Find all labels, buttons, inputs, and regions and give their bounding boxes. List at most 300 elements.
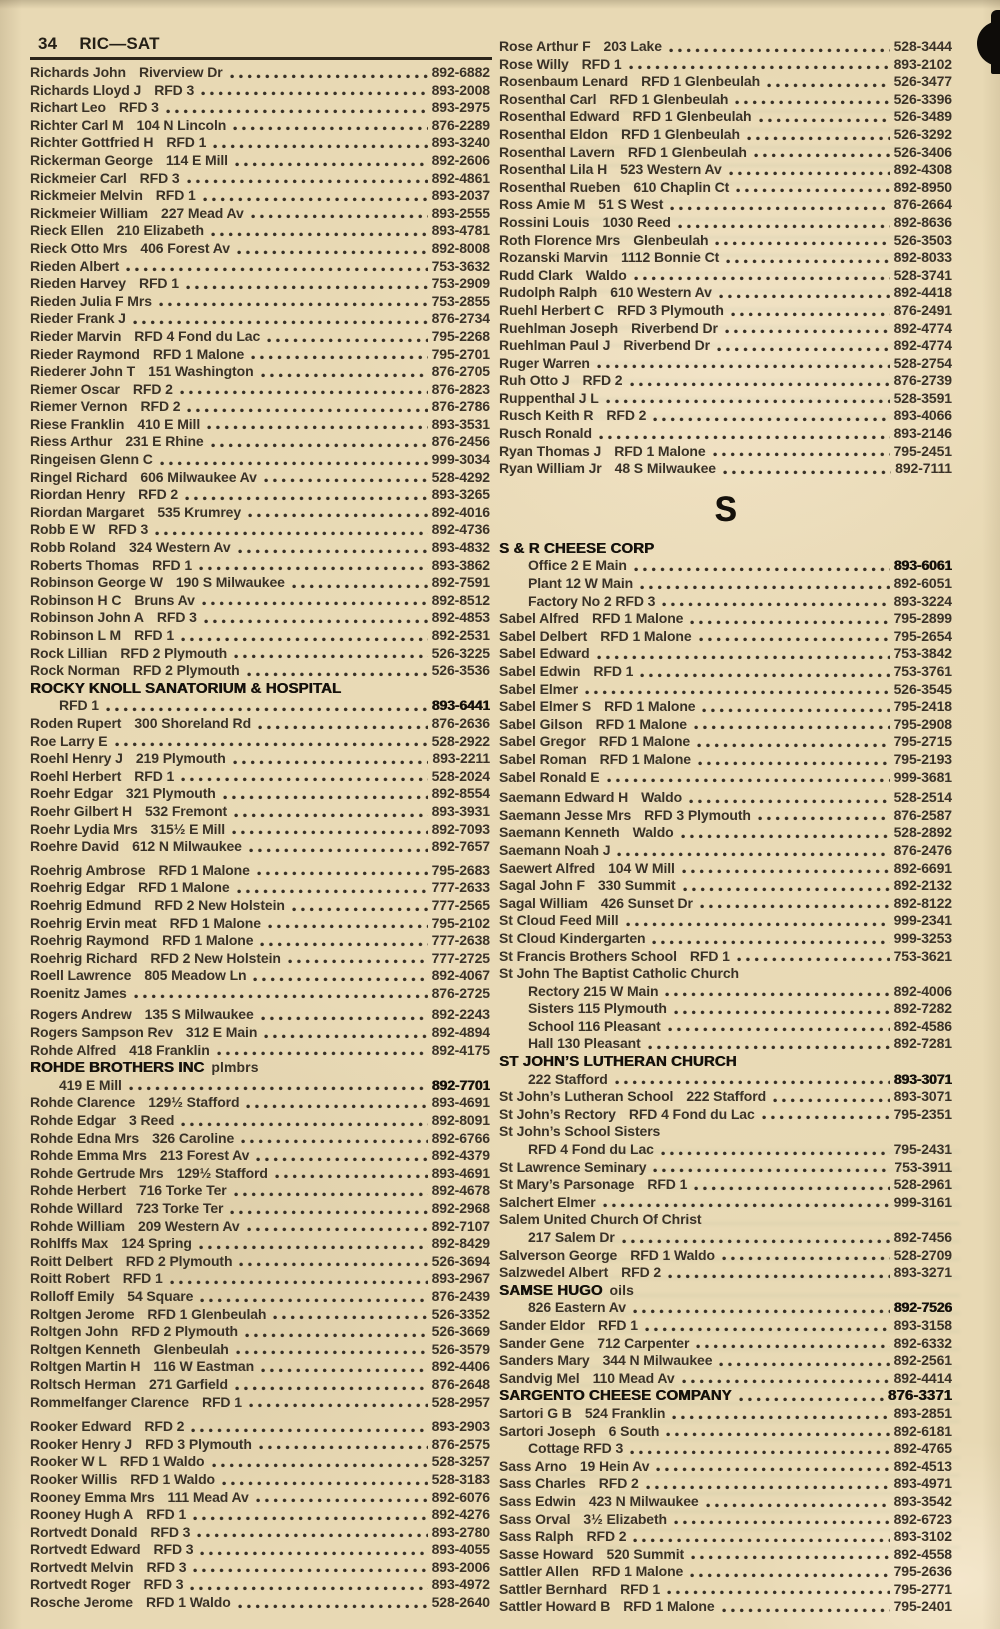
street-address: RFD 2 Plymouth xyxy=(125,1252,233,1269)
phone-number: 893-2102 xyxy=(893,55,952,72)
subscriber-name: Saewert Alfred xyxy=(499,859,596,876)
subscriber-name: Rohde Alfred xyxy=(30,1041,117,1058)
phone-number: 892-8008 xyxy=(431,239,490,256)
directory-entry xyxy=(30,592,490,610)
directory-entry xyxy=(30,1376,490,1394)
dot-leader xyxy=(200,1551,427,1556)
dot-leader xyxy=(667,1590,890,1595)
dot-leader xyxy=(646,1485,890,1490)
subscriber-name: Richards John xyxy=(30,64,126,80)
street-address: 3½ Elizabeth xyxy=(583,1510,667,1527)
subscriber-name: Roitt Robert xyxy=(30,1270,110,1287)
street-address: RFD 1 xyxy=(593,663,634,679)
phone-number: 528-2961 xyxy=(893,1176,952,1193)
dot-leader xyxy=(723,470,891,475)
dot-leader xyxy=(690,620,889,625)
directory-entry xyxy=(499,1000,952,1018)
directory-entry xyxy=(499,593,952,611)
directory-entry xyxy=(499,56,952,74)
dot-leader xyxy=(234,1192,428,1197)
phone-number: 876-2786 xyxy=(431,398,490,415)
dot-leader xyxy=(617,852,889,857)
phone-number: 753-3761 xyxy=(893,663,952,679)
subscriber-name: Roltgen Kenneth xyxy=(30,1340,141,1357)
phone-number: 876-2705 xyxy=(431,363,490,380)
subscriber-name: Roehrig Raymond xyxy=(30,932,150,949)
directory-entry xyxy=(499,267,952,285)
phone-number: 893-3102 xyxy=(893,1528,952,1545)
subscriber-name: Saemann Noah J xyxy=(499,841,611,858)
dot-leader xyxy=(126,267,427,272)
phone-number: 876-2725 xyxy=(431,984,490,1001)
directory-entry xyxy=(499,733,952,751)
dot-leader xyxy=(203,197,428,202)
dot-leader xyxy=(256,1157,427,1162)
street-address: RFD 3 xyxy=(150,1523,191,1540)
street-address: 213 Forest Av xyxy=(159,1147,250,1164)
directory-entry xyxy=(499,1511,952,1529)
dot-leader xyxy=(261,1368,428,1373)
subscriber-name: Rickmeier William xyxy=(30,204,149,221)
dot-leader xyxy=(773,1098,890,1103)
subscriber-name: Robinson George W xyxy=(30,574,163,591)
phone-number: 893-4066 xyxy=(893,407,952,424)
phone-number: 753-3632 xyxy=(431,257,490,274)
phone-number: 892-7701 xyxy=(431,1076,490,1093)
street-address: 344 N Milwaukee xyxy=(602,1352,713,1369)
dot-leader xyxy=(261,1016,428,1021)
directory-entry xyxy=(30,521,490,539)
directory-entry xyxy=(30,486,490,504)
phone-number: 893-2903 xyxy=(431,1418,490,1435)
phone-number: 893-3271 xyxy=(893,1264,952,1281)
subscriber-name: Salchert Elmer xyxy=(499,1193,596,1210)
subscriber-name: Sandvig Mel xyxy=(499,1369,580,1386)
street-address: Plant 12 W Main xyxy=(528,575,634,592)
phone-number: 892-6332 xyxy=(893,1334,952,1351)
subscriber-name: Rosenthal Carl xyxy=(499,90,597,107)
phone-number: 795-2451 xyxy=(893,442,952,459)
phone-number: 892-2243 xyxy=(431,1006,490,1023)
dot-leader xyxy=(259,1445,428,1450)
subscriber-name: Sander Eldor xyxy=(499,1316,585,1333)
directory-entry xyxy=(30,985,490,1003)
street-address: RFD 1 xyxy=(122,1270,163,1287)
phone-number: 892-7281 xyxy=(893,1035,952,1052)
dot-leader xyxy=(249,1403,428,1408)
dot-leader xyxy=(668,1274,890,1279)
subscriber-name: Sattler Allen xyxy=(499,1563,579,1580)
directory-entry xyxy=(499,575,952,593)
street-address: RFD 1 Malone xyxy=(591,1563,684,1580)
street-address: School 116 Pleasant xyxy=(528,1017,661,1034)
directory-entry xyxy=(499,126,952,144)
dot-leader xyxy=(626,922,890,927)
directory-entry xyxy=(30,82,490,100)
dot-leader xyxy=(700,904,890,909)
street-address: RFD 4 Fond du Lac xyxy=(528,1141,654,1158)
street-address: RFD 2 New Holstein xyxy=(150,949,281,966)
subscriber-name: Rolloff Emily xyxy=(30,1287,115,1304)
street-address: 520 Summit xyxy=(606,1545,685,1562)
street-address: RFD 2 xyxy=(621,1264,662,1281)
street-address: Riverbend Dr xyxy=(631,319,718,336)
dot-leader xyxy=(180,390,428,395)
phone-number: 528-3183 xyxy=(431,1470,490,1487)
street-address: Cottage RFD 3 xyxy=(528,1440,624,1457)
subscriber-name: Sass Ralph xyxy=(499,1528,574,1545)
street-address: Waldo xyxy=(585,266,627,283)
dot-leader xyxy=(211,443,428,448)
street-address: 129½ Stafford xyxy=(148,1094,240,1111)
subscriber-name: Riese Franklin xyxy=(30,415,125,432)
directory-entry xyxy=(499,1141,952,1159)
street-address: RFD 1 Glenbeulah xyxy=(609,90,729,107)
phone-number: 876-2648 xyxy=(431,1375,490,1392)
subscriber-name: Ruehlman Joseph xyxy=(499,319,619,336)
directory-entry xyxy=(499,38,952,56)
phone-number: 876-2664 xyxy=(893,196,952,213)
subscriber-name: Sabel Elmer S xyxy=(499,698,592,715)
directory-entry xyxy=(499,108,952,126)
phone-number: 876-2739 xyxy=(893,372,952,389)
phone-number: 526-3396 xyxy=(893,90,952,107)
street-address: 315½ E Mill xyxy=(150,820,226,837)
subscriber-name: Rortvedt Edward xyxy=(30,1541,141,1558)
phone-number: 876-2823 xyxy=(431,380,490,397)
directory-entry xyxy=(499,1211,952,1229)
directory-entry xyxy=(499,877,952,895)
subscriber-name: Sattler Howard B xyxy=(499,1598,611,1615)
phone-number: 526-3352 xyxy=(431,1305,490,1322)
directory-entry xyxy=(499,1247,952,1265)
subscriber-name: Rieder Raymond xyxy=(30,345,140,362)
subscriber-name: Rickmeier Carl xyxy=(30,169,127,186)
directory-entry xyxy=(499,372,952,390)
street-address: RFD 2 xyxy=(606,407,647,424)
street-address: 203 Lake xyxy=(603,38,662,54)
dot-leader xyxy=(603,1203,890,1208)
subscriber-name: Rommelfanger Clarence xyxy=(30,1393,189,1410)
subscriber-name: Rooney Emma Mrs xyxy=(30,1488,155,1505)
phone-number: 892-6181 xyxy=(893,1422,952,1439)
street-address: 116 W Eastman xyxy=(153,1358,255,1375)
street-address: RFD 2 Plymouth xyxy=(132,662,240,679)
phone-number: 892-8512 xyxy=(431,591,490,608)
subscriber-name: Roehl Henry J xyxy=(30,750,123,767)
phone-number: 892-4379 xyxy=(431,1147,490,1164)
directory-entry xyxy=(499,645,952,663)
directory-entry xyxy=(30,1270,490,1288)
directory-entry xyxy=(499,965,952,983)
directory-entry xyxy=(499,390,952,408)
directory-entry xyxy=(30,1235,490,1253)
street-address: 418 Franklin xyxy=(129,1041,210,1058)
street-address: 1030 Reed xyxy=(602,213,671,230)
dot-leader xyxy=(725,329,890,334)
directory-entry xyxy=(30,838,490,856)
subscriber-name: Rickerman George xyxy=(30,151,153,168)
dot-leader xyxy=(767,83,890,88)
phone-number: 893-3224 xyxy=(893,592,952,609)
subscriber-name: Riederer John T xyxy=(30,363,136,380)
street-address: 716 Torke Ter xyxy=(138,1182,227,1199)
subscriber-name: Rooney Hugh A xyxy=(30,1506,134,1523)
subscriber-name: Roltgen Jerome xyxy=(30,1305,135,1322)
street-address: RFD 3 xyxy=(146,1558,187,1575)
directory-entry xyxy=(30,1341,490,1359)
street-address: Rectory 215 W Main xyxy=(528,982,659,999)
directory-entry xyxy=(30,1218,490,1236)
directory-entry xyxy=(499,249,952,267)
street-address: RFD 1 Malone xyxy=(599,750,691,767)
phone-number: 526-3694 xyxy=(431,1252,490,1269)
subscriber-name: ST JOHN’S LUTHERAN CHURCH xyxy=(499,1053,737,1071)
phone-number: 892-4894 xyxy=(431,1024,490,1041)
street-address: 19 Hein Av xyxy=(579,1457,650,1474)
street-address: 532 Fremont xyxy=(144,802,228,819)
subscriber-name: St Cloud Kindergarten xyxy=(499,929,646,946)
subscriber-name: Saemann Jesse Mrs xyxy=(499,806,632,823)
subscriber-name: Rusch Keith R xyxy=(499,407,594,424)
street-address: 826 Eastern Av xyxy=(528,1299,626,1316)
street-address: 219 Plymouth xyxy=(135,750,226,767)
phone-number: 892-4016 xyxy=(431,503,490,520)
directory-entry xyxy=(30,750,490,768)
phone-number: 876-3371 xyxy=(887,1387,952,1405)
dot-leader xyxy=(622,1239,890,1244)
page-header xyxy=(38,34,160,54)
phone-number: 753-3842 xyxy=(893,645,952,662)
street-address: 217 Salem Dr xyxy=(528,1229,615,1245)
directory-entry xyxy=(499,751,952,769)
subscriber-name: Roehrig Ervin meat xyxy=(30,914,157,931)
directory-entry xyxy=(499,1370,952,1388)
subscriber-name: Sabel Delbert xyxy=(499,627,588,644)
dot-leader xyxy=(682,869,890,874)
dot-leader xyxy=(737,957,890,962)
dot-leader xyxy=(648,1045,890,1050)
street-address: RFD 4 Fond du Lac xyxy=(628,1105,755,1122)
street-address: 104 W Mill xyxy=(608,859,675,876)
dot-leader xyxy=(187,408,427,413)
street-address: 523 Western Av xyxy=(620,161,722,178)
street-address: 330 Summit xyxy=(597,877,676,894)
directory-entry xyxy=(30,1306,490,1324)
phone-number: 876-2587 xyxy=(893,806,952,823)
subscriber-name: Robb Roland xyxy=(30,539,116,556)
directory-entry xyxy=(30,645,490,663)
directory-entry xyxy=(30,662,490,680)
street-address: RFD 1 Malone xyxy=(158,861,250,878)
phone-number: 892-6882 xyxy=(431,64,490,80)
street-address: 210 Elizabeth xyxy=(116,222,205,239)
dot-leader xyxy=(106,707,428,712)
phone-number: 528-2024 xyxy=(431,767,490,784)
street-address: 104 N Lincoln xyxy=(136,116,227,133)
subscriber-name: Robinson L M xyxy=(30,627,122,643)
dot-leader xyxy=(690,1573,889,1578)
subscriber-name: Ringel Richard xyxy=(30,468,128,485)
subscriber-name: Ruger Warren xyxy=(499,354,590,371)
directory-entry xyxy=(499,1159,952,1177)
directory-entry xyxy=(30,258,490,276)
subscriber-name: Rohde Emma Mrs xyxy=(30,1147,147,1164)
street-address: 419 E Mill xyxy=(59,1076,122,1093)
subscriber-name: Sattler Bernhard xyxy=(499,1580,608,1597)
street-address: RFD 1 Glenbeulah xyxy=(620,125,740,142)
directory-entry xyxy=(499,73,952,91)
dot-leader xyxy=(656,1467,889,1472)
dot-leader xyxy=(193,1568,427,1573)
directory-entry xyxy=(30,293,490,311)
dot-leader xyxy=(674,1010,890,1015)
dot-leader xyxy=(234,813,428,818)
subscriber-name: Rose Willy xyxy=(499,55,569,72)
phone-number: 777-2725 xyxy=(431,949,490,966)
street-address: 612 N Milwaukee xyxy=(132,838,242,855)
phone-number: 893-2146 xyxy=(893,425,952,442)
directory-entry xyxy=(499,1475,952,1493)
directory-entry xyxy=(30,240,490,258)
directory-entry xyxy=(30,785,490,803)
street-address: RFD 1 Waldo xyxy=(145,1594,231,1611)
subscriber-name: Rosenbaum Lenard xyxy=(499,73,629,90)
dot-leader xyxy=(273,1315,427,1320)
subscriber-name: Roehl Herbert xyxy=(30,767,122,784)
directory-entry xyxy=(499,1035,952,1053)
phone-number: 893-6061 xyxy=(893,557,952,574)
directory-entry xyxy=(30,1524,490,1542)
directory-entry xyxy=(499,842,952,860)
phone-number: 777-2638 xyxy=(431,932,490,949)
phone-number: 795-2899 xyxy=(893,610,952,627)
thumb-index-notch xyxy=(977,21,1000,66)
subscriber-name: Rieder Frank J xyxy=(30,310,126,327)
subscriber-name: Roehrig Richard xyxy=(30,949,138,966)
subscriber-name: Rosenthal Lavern xyxy=(499,143,615,160)
phone-number: 893-3531 xyxy=(431,415,490,432)
dot-leader xyxy=(181,637,428,642)
phone-number: 892-8554 xyxy=(431,785,490,802)
header-rule xyxy=(30,57,492,60)
street-address: Riverbend Dr xyxy=(623,337,711,354)
dot-leader xyxy=(245,1333,428,1338)
directory-entry xyxy=(30,879,490,897)
subscriber-name: Rortvedt Melvin xyxy=(30,1558,134,1575)
directory-entry xyxy=(30,1200,490,1218)
directory-entry xyxy=(30,539,490,557)
directory-entry xyxy=(30,967,490,985)
subscriber-name: Roltgen John xyxy=(30,1323,119,1340)
phone-number: 795-2771 xyxy=(893,1580,952,1597)
phone-number: 876-2636 xyxy=(431,714,490,731)
dot-leader xyxy=(235,162,428,167)
directory-entry xyxy=(30,1288,490,1306)
subscriber-name: Roehr Gilbert H xyxy=(30,802,132,819)
street-address: RFD 1 xyxy=(155,187,196,204)
dot-leader xyxy=(207,425,428,430)
subscriber-name: Roitt Delbert xyxy=(30,1252,113,1269)
directory-entry xyxy=(30,557,490,575)
dot-leader xyxy=(694,1186,889,1191)
directory-entry xyxy=(499,337,952,355)
phone-number: 892-7282 xyxy=(893,1000,952,1017)
dot-leader xyxy=(134,994,428,999)
directory-entry xyxy=(30,803,490,821)
section-letter: S xyxy=(714,488,737,529)
dot-leader xyxy=(630,1450,889,1455)
directory-entry xyxy=(499,983,952,1001)
directory-entry xyxy=(30,1112,490,1130)
dot-leader xyxy=(160,461,428,466)
street-address: RFD 1 Malone xyxy=(152,345,245,362)
street-address: RFD 3 Plymouth xyxy=(644,806,751,823)
directory-entry xyxy=(30,187,490,205)
phone-number: 526-3292 xyxy=(893,125,952,142)
phone-number: 999-3253 xyxy=(893,929,952,946)
directory-entry xyxy=(499,1352,952,1370)
business-heading xyxy=(499,1053,952,1071)
subscriber-name: Richart Leo xyxy=(30,99,106,116)
dot-leader xyxy=(634,567,890,572)
subscriber-name: Rudd Clark xyxy=(499,266,573,283)
dot-leader xyxy=(599,435,890,440)
column-right xyxy=(499,38,952,1616)
phone-number: 892-4175 xyxy=(431,1041,490,1058)
directory-entry xyxy=(499,1528,952,1546)
directory-entry xyxy=(499,1229,952,1247)
street-address: RFD 1 Glenbeulah xyxy=(147,1305,267,1322)
directory-entry xyxy=(30,1358,490,1376)
directory-entry xyxy=(30,1471,490,1489)
business-heading xyxy=(30,1059,490,1077)
subscriber-name: Ryan Thomas J xyxy=(499,442,602,459)
directory-entry xyxy=(499,214,952,232)
directory-entry xyxy=(499,860,952,878)
phone-number: 893-2851 xyxy=(893,1404,952,1421)
subscriber-name: Rogers Sampson Rev xyxy=(30,1024,173,1041)
subscriber-name: Roltsch Herman xyxy=(30,1375,136,1392)
directory-entry xyxy=(499,1264,952,1282)
dot-leader xyxy=(702,708,889,713)
phone-number: 876-2575 xyxy=(431,1435,490,1452)
directory-entry xyxy=(30,768,490,786)
subscriber-name: Rossini Louis xyxy=(499,213,590,230)
dot-leader xyxy=(739,1397,884,1402)
dot-leader xyxy=(185,496,428,501)
phone-number: 892-4558 xyxy=(893,1545,952,1562)
phone-number: 528-2514 xyxy=(893,789,952,806)
directory-entry xyxy=(30,1506,490,1524)
directory-entry xyxy=(30,715,490,733)
phone-number: 526-3536 xyxy=(431,662,490,679)
phone-number: 777-2633 xyxy=(431,879,490,896)
subscriber-name: Sanders Mary xyxy=(499,1352,590,1369)
street-address: RFD 3 xyxy=(156,609,197,626)
dot-leader xyxy=(683,887,890,892)
street-address: Office 2 E Main xyxy=(528,557,627,574)
dot-leader xyxy=(191,1428,427,1433)
street-address: 110 Mead Av xyxy=(592,1369,675,1386)
directory-entry xyxy=(499,1546,952,1564)
subscriber-name: Sass Orval xyxy=(499,1510,571,1527)
directory-entry xyxy=(499,895,952,913)
street-address: Factory No 2 RFD 3 xyxy=(528,592,656,609)
dot-leader xyxy=(633,1309,890,1314)
phone-number: 999-3161 xyxy=(893,1193,952,1210)
phone-number: 795-2102 xyxy=(431,914,490,931)
